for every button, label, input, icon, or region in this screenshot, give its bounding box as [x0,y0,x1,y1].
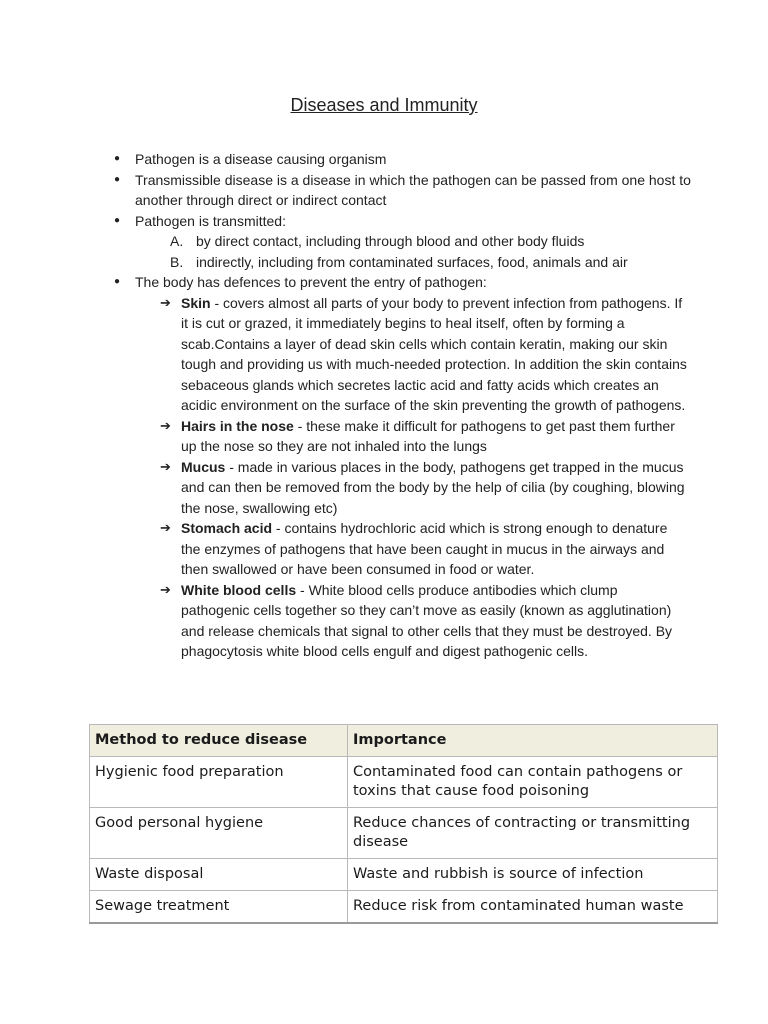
transmission-text: indirectly, including from contaminated surfaces, food, animals and air [196,253,628,270]
defence-text: - these make it difficult for pathogens to get past them further up the nose so they are not inhaled into the lungs [181,417,675,454]
transmission-item [170,252,692,273]
bullet-text: Pathogen is a disease causing organism [135,151,387,167]
bullet-item [112,211,692,273]
table-cell: Reduce chances of contracting or transmitting disease [348,808,718,859]
bullet-item [112,149,692,170]
bullet-text: The body has defences to prevent the entry of pathogen: [135,274,487,290]
arrow-icon: ➔ [160,417,171,433]
column-header: Method to reduce disease [90,725,348,757]
bullet-icon: ● [114,173,121,185]
list-marker: A. [170,233,184,249]
arrow-icon: ➔ [160,581,171,597]
defence-term: Hairs in the nose [181,417,294,434]
bullet-icon: ● [114,214,121,226]
defence-item [160,518,692,580]
bullet-icon: ● [114,153,121,164]
defence-item [160,457,692,519]
transmission-text: by direct contact, including through blood and other body fluids [196,233,585,249]
table-cell: Good personal hygiene [90,808,348,859]
table-header-row [90,725,718,757]
arrow-icon: ➔ [160,520,171,535]
table-cell: Waste and rubbish is source of infection [348,859,718,891]
table-cell: Contaminated food can contain pathogens or toxins that cause food poisoning [348,757,718,808]
defence-term: Mucus [181,458,226,475]
bullet-item [112,170,692,211]
defence-term: White blood cells [181,581,297,598]
main-bullet-list [112,149,692,662]
defence-text: - White blood cells produce antibodies which clump pathogenic cells together so they can’t move as easily (known as agglutination) and release chemicals that signal to other cells that they must be destroyed. By phagocytosis white blood cells engulf and digest pathogenic cells. [181,581,673,659]
list-marker: B. [170,253,184,270]
page-title: Diseases and Immunity [290,95,478,115]
table-row [90,859,718,891]
defence-item [160,293,692,416]
table-row [90,808,718,859]
table-cell: Sewage treatment [90,891,348,924]
bullet-text: Transmissible disease is a disease in which the pathogen can be passed from one host to another through direct or indirect contact [135,171,691,208]
disease-reduction-table [89,724,718,924]
notes-body [112,149,692,662]
arrow-icon: ➔ [160,294,171,310]
arrow-icon: ➔ [160,458,171,474]
bullet-icon: ● [114,276,121,287]
defence-term: Skin [181,294,211,311]
transmission-item [170,231,692,252]
table-cell: Hygienic food preparation [90,757,348,808]
table-cell: Waste disposal [90,859,348,891]
defence-text: - covers almost all parts of your body to prevent infection from pathogens. If it is cut or grazed, it immediately begins to heal itself, often by forming a scab.Contains a layer of dead skin cells which contain keratin, making our skin tough and providing us with much-needed protection. In addition the skin contains sebaceous glands which secretes lactic acid and fatty acids which creates an acidic environment on the surface of the skin preventing the growth of pathogens. [181,294,687,413]
defence-item [160,580,692,662]
transmission-list [135,231,692,272]
defences-list [135,293,692,662]
column-header: Importance [348,725,718,757]
bullet-item [112,272,692,662]
table-cell: Reduce risk from contaminated human waste [348,891,718,924]
table-row [90,891,718,924]
defence-item [160,416,692,457]
defence-text: - contains hydrochloric acid which is strong enough to denature the enzymes of pathogens that have been caught in mucus in the airways and then swallowed or have been consumed in food or water. [181,520,668,577]
bullet-text: Pathogen is transmitted: [135,212,286,229]
defence-term: Stomach acid [181,520,273,536]
table-row [90,757,718,808]
defence-text: - made in various places in the body, pathogens get trapped in the mucus and can then be removed from the body by the help of cilia (by coughing, blowing the nose, swallowing etc) [181,458,685,516]
